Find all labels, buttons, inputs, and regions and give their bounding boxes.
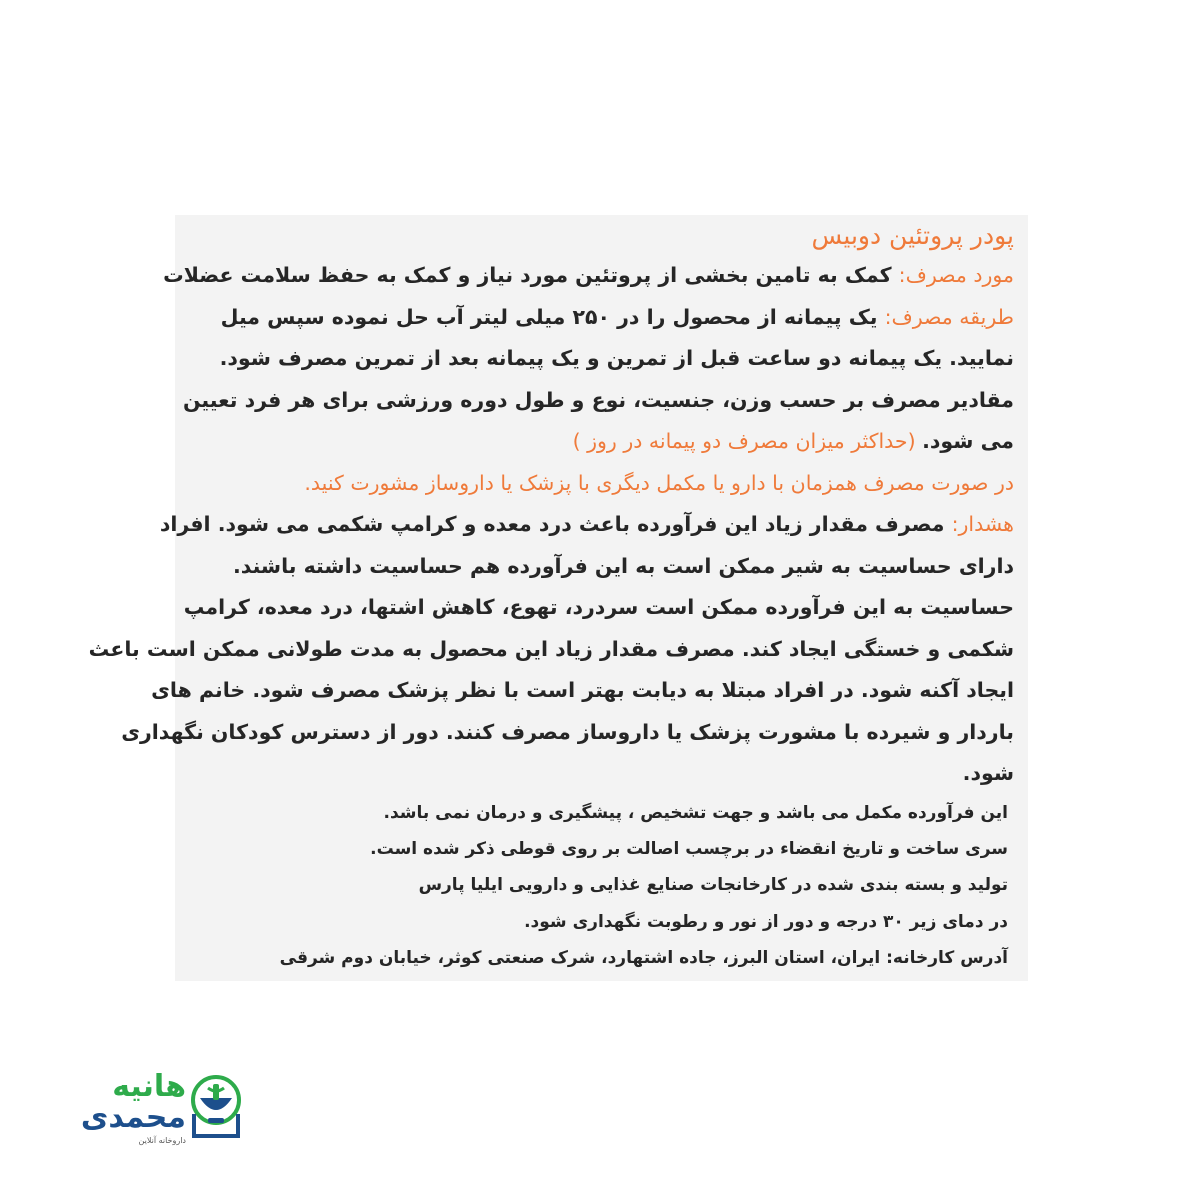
- logo-line-2: محمدی: [80, 1100, 186, 1135]
- method-line-3: مقادیر مصرف بر حسب وزن، جنسیت، نوع و طول دوره ورزشی برای هر فرد تعیین: [182, 387, 1014, 412]
- logo-wordmark: [62, 1069, 186, 1146]
- product-label: [88, 215, 1028, 981]
- usage-heading: مورد مصرف:: [898, 263, 1014, 287]
- usage-line: [163, 255, 1014, 297]
- consult-note: در صورت مصرف همزمان با دارو یا مکمل دیگری با پزشک یا داروساز مشورت کنید.: [304, 470, 1014, 495]
- factory-address: آدرس کارخانه: ایران، استان البرز، جاده اشتهارد، شرک صنعتی کوثر، خیابان دوم شرقی: [279, 948, 1008, 969]
- method-line-1: [189, 297, 1014, 339]
- pharmacy-logo[interactable]: [62, 1069, 244, 1145]
- warning-text-1: مصرف مقدار زیاد این فرآورده باعث درد معده و کرامپ شکمی می شود. افراد: [159, 512, 952, 536]
- note-line-4: در دمای زیر ۳۰ درجه و دور از نور و رطوبت نگهداری شود.: [524, 911, 1008, 932]
- method-line-2: نمایید. یک پیمانه دو ساعت قبل از تمرین و یک پیمانه بعد از تمرین مصرف شود.: [219, 346, 1014, 370]
- usage-text: کمک به تامین بخشی از پروتئین مورد نیاز و کمک به حفظ سلامت عضلات: [163, 263, 899, 287]
- logo-line-1: هانیه: [112, 1069, 186, 1104]
- warning-line-2: دارای حساسیت به شیر ممکن است به این فرآورده هم حساسیت داشته باشند.: [232, 553, 1014, 578]
- warning-line-6: باردار و شیرده با مشورت پزشک یا داروساز مصرف کنند. دور از دسترس کودکان نگهداری: [121, 719, 1014, 744]
- method-text-4: می شود.: [922, 429, 1014, 453]
- method-heading: طریقه مصرف:: [884, 304, 1014, 329]
- note-line-3: تولید و بسته بندی شده در کارخانجات صنایع غذایی و دارویی ایلیا پارس: [418, 875, 1008, 896]
- warning-line-3: حساسیت به این فرآورده ممکن است سردرد، تهوع، کاهش اشتها، درد معده، کرامپ: [183, 595, 1014, 619]
- method-text-1: یک پیمانه از محصول را در ۲۵۰ میلی لیتر آب حل نموده سپس میل: [220, 304, 885, 329]
- note-line-1: این فرآورده مکمل می باشد و جهت تشخیص ، پیشگیری و درمان نمی باشد.: [383, 802, 1008, 823]
- logo-subtitle: داروخانه آنلاین: [138, 1136, 186, 1145]
- warning-line-5: ایجاد آکنه شود. در افراد مبتلا به دیابت بهتر است با نظر پزشک مصرف شود. خانم های: [151, 678, 1014, 702]
- method-line-4: [189, 421, 1014, 463]
- warning-heading: هشدار:: [951, 512, 1014, 536]
- warning-line-7: شود.: [962, 761, 1014, 785]
- warning-line-1: [159, 504, 1014, 546]
- max-dose-note: (حداکثر میزان مصرف دو پیمانه در روز ): [572, 429, 923, 453]
- product-title: پودر پروتئین دوبیس: [811, 221, 1014, 250]
- pharmacy-bowl-icon: [190, 1074, 242, 1140]
- warning-line-4: شکمی و خستگی ایجاد کند. مصرف مقدار زیاد این محصول به مدت طولانی ممکن است باعث: [88, 636, 1014, 661]
- note-line-2: سری ساخت و تاریخ انقضاء در برچسب اصالت بر روی قوطی ذکر شده است.: [370, 838, 1008, 859]
